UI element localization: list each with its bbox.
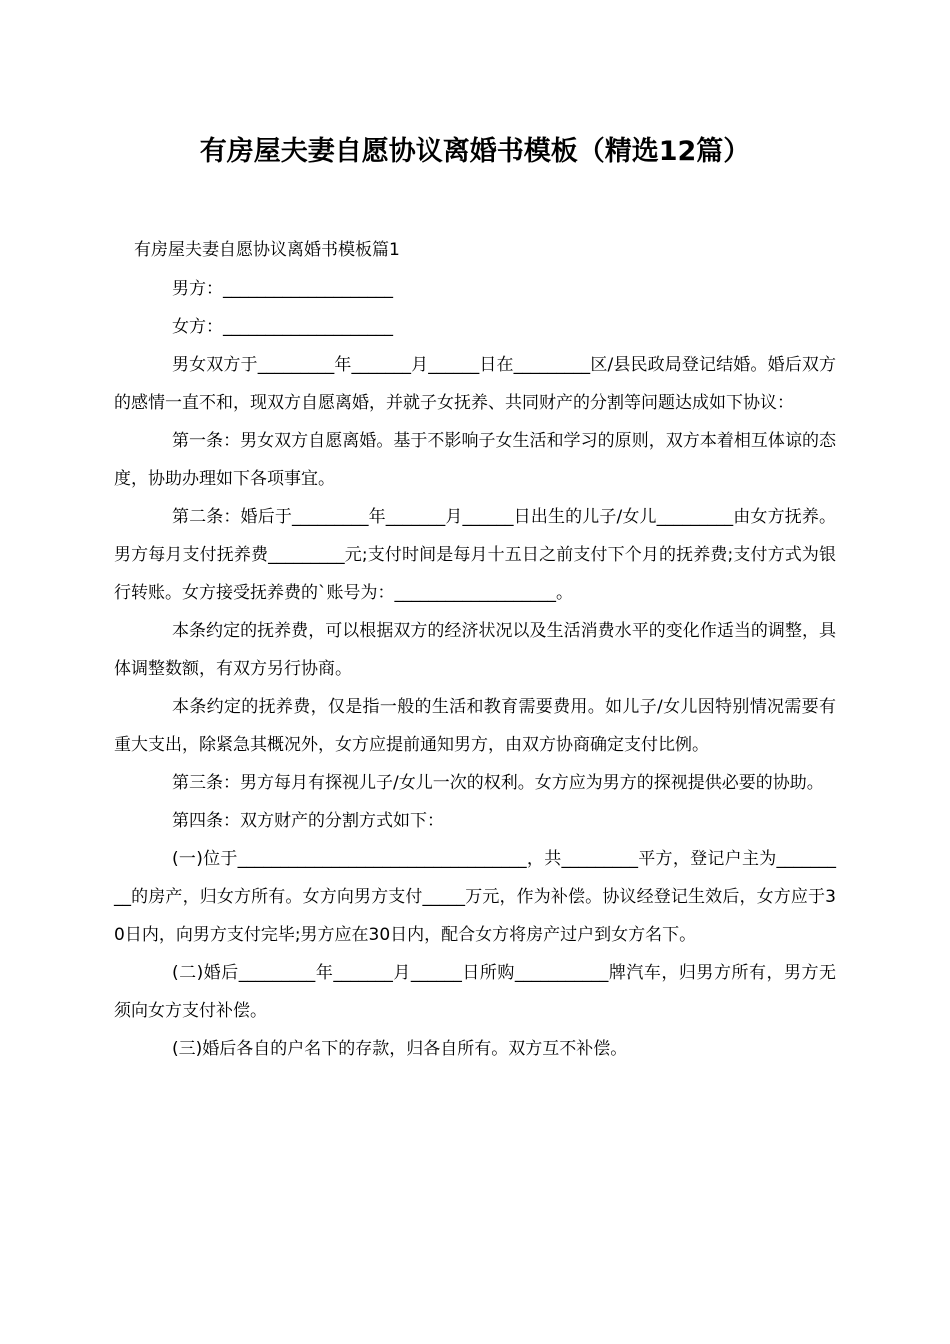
property-car-paragraph: (二)婚后_________年_______月______日所购___________牌汽车，归男方所有，男方无须向女方支付补偿。 [114, 963, 836, 1021]
article-2-paragraph: 第二条：婚后于_________年_______月______日出生的儿子/女儿_________由女方抚养。男方每月支付抚养费_________元;支付时间是每月十五日之前支付下个月的抚养费;支付方式为银行转账。女方接受抚养费的`账号为：___________________。 [114, 507, 836, 603]
marriage-registration-paragraph: 男女双方于_________年_______月______日在_________区/县民政局登记结婚。婚后双方的感情一直不和，现双方自愿离婚，并就子女抚养、共同财产的分割等问题达成如下协议： [114, 355, 836, 413]
property-house-paragraph: (一)位于__________________________________，共_________平方，登记户主为_________的房产，归女方所有。女方向男方支付_____万元，作为补偿。协议经登记生效后，女方应于30日内，向男方支付完毕;男方应在30日内，配合女方将房产过户到女方名下。 [114, 849, 836, 945]
article-4-paragraph: 第四条：双方财产的分割方式如下： [172, 811, 444, 831]
article-1-paragraph: 第一条：男女双方自愿离婚。基于不影响子女生活和学习的原则，双方本着相互体谅的态度，协助办理如下各项事宜。 [114, 431, 836, 489]
support-scope-paragraph: 本条约定的抚养费，仅是指一般的生活和教育需要费用。如儿子/女儿因特别情况需要有重大支出，除紧急其概况外，女方应提前通知男方，由双方协商确定支付比例。 [114, 697, 836, 755]
section-heading: 有房屋夫妻自愿协议离婚书模板篇1 [134, 240, 400, 260]
article-3-paragraph: 第三条：男方每月有探视儿子/女儿一次的权利。女方应为男方的探视提供必要的协助。 [172, 773, 824, 793]
property-deposit-paragraph: (三)婚后各自的户名下的存款，归各自所有。双方互不补偿。 [172, 1039, 628, 1059]
husband-line: 男方：____________________ [172, 279, 393, 299]
document-title: 有房屋夫妻自愿协议离婚书模板（精选12篇） [199, 136, 751, 167]
wife-line: 女方：____________________ [172, 317, 393, 337]
support-adjustment-paragraph: 本条约定的抚养费，可以根据双方的经济状况以及生活消费水平的变化作适当的调整，具体调整数额，有双方另行协商。 [114, 621, 836, 679]
